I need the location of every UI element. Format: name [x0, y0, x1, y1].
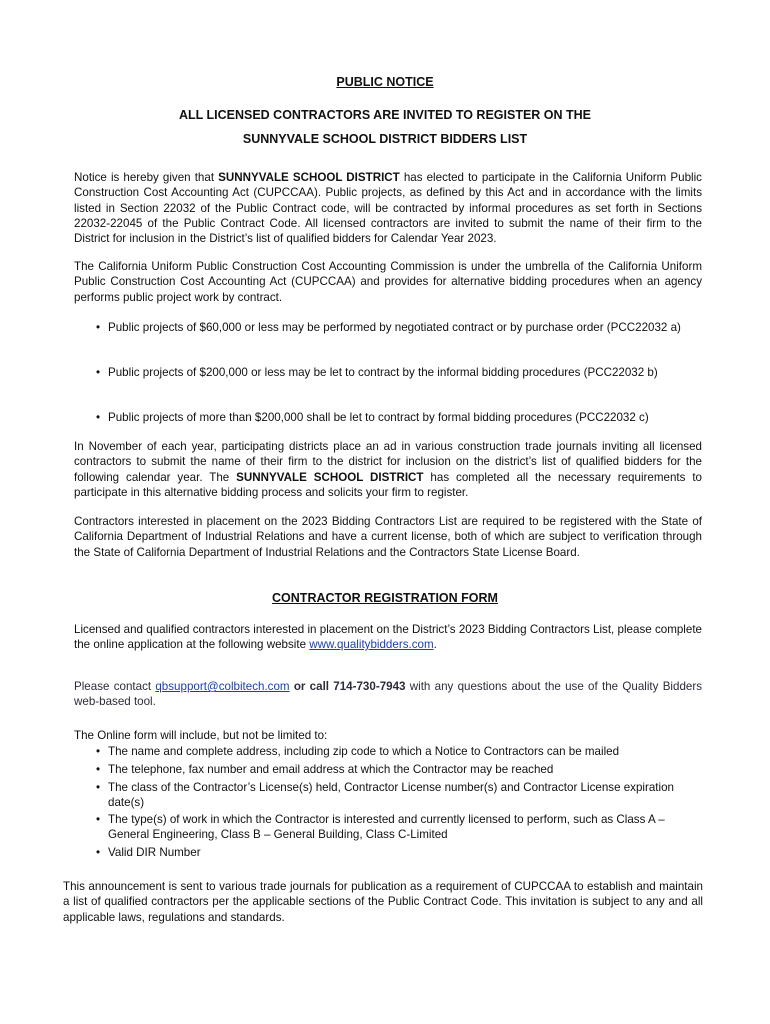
list-item-text: The class of the Contractor’s License(s) held, Contractor License number(s) and Contractor License expiration date(s): [108, 781, 675, 809]
headline-line-2: SUNNYVALE SCHOOL DISTRICT BIDDERS LIST: [242, 132, 528, 146]
november-paragraph: [74, 439, 702, 500]
online-application-paragraph: [74, 622, 702, 653]
bullet-icon: •: [96, 411, 101, 424]
list-item-text: The type(s) of work in which the Contractor is interested and currently licensed to perform, such as Class A – General Engineering, Class B – General Building, Class C-Limited: [108, 813, 665, 841]
support-email-link[interactable]: qbsupport@colbitech.com: [155, 680, 290, 693]
district-name: SUNNYVALE SCHOOL DISTRICT: [236, 470, 424, 484]
november-text-before: In November of each year, participating districts place an ad in various construction trade journals inviting all licensed contractors to submit the name of their firm to the district for inclusion on the district’s list of qualified bidders for the following calendar year. The: [74, 440, 702, 484]
form-title: CONTRACTOR REGISTRATION FORM: [272, 591, 498, 605]
bullet-icon: •: [96, 366, 101, 379]
november-text-after: has completed all the necessary requirements to participate in this alternative bidding process and solicits your firm to register.: [74, 470, 702, 499]
application-text-after: .: [433, 638, 437, 652]
commission-paragraph: The California Uniform Public Construction Cost Accounting Commission is under the umbrella of the California Uniform Public Construction Cost Accounting Act (CUPCCAA) and provides for alternative bidding procedures when an agency performs public project work by contract.: [74, 260, 702, 304]
list-item: [96, 846, 696, 861]
closing-paragraph: This announcement is sent to various trade journals for publication as a requirement of CUPCCAA to establish and maintain a list of qualified contractors per the applicable sections of the Public Contract Code. This invitation is subject to any and all applicable laws, regulations and standards.: [63, 880, 703, 924]
bullet-icon: •: [96, 763, 101, 776]
bullet-icon: •: [96, 813, 101, 826]
application-text-before: Licensed and qualified contractors interested in placement on the District’s 2023 Bidding Contractors List, please complete the online application at the following website: [74, 623, 702, 652]
list-item: [96, 763, 696, 778]
bullet-icon: •: [96, 781, 101, 794]
headline-line-1: ALL LICENSED CONTRACTORS ARE INVITED TO REGISTER ON THE: [178, 108, 592, 122]
intro-paragraph: [74, 170, 702, 246]
bullet-icon: •: [96, 745, 101, 758]
list-item: [96, 365, 696, 380]
list-item: [96, 745, 696, 760]
list-item: [96, 813, 696, 842]
list-item-text: Public projects of more than $200,000 shall be let to contract by formal bidding procedures (PCC22032 c): [108, 411, 649, 424]
list-item-text: The telephone, fax number and email address at which the Contractor may be reached: [108, 763, 554, 776]
online-form-intro: The Online form will include, but not be limited to:: [74, 729, 328, 742]
list-item-text: Public projects of $60,000 or less may be performed by negotiated contract or by purchase order (PCC22032 a): [108, 321, 681, 334]
bullet-icon: •: [96, 846, 101, 859]
list-item-text: Valid DIR Number: [108, 846, 201, 859]
list-item-text: The name and complete address, including zip code to which a Notice to Contractors can be mailed: [108, 745, 620, 758]
bullet-icon: •: [96, 321, 101, 334]
intro-text-after: has elected to participate in the California Uniform Public Construction Cost Accounting Act (CUPCCAA). Public projects, as defined by this Act and in accordance with the limits listed in Section 22032 of the Public Contract code, will be contracted by informal procedures as set forth in Sections 22032-22045 of the Public Contract Code. All licensed contractors are invited to submit the name of their firm to the District for inclusion in the District’s list of qualified bidders for Calendar Year 2023.: [74, 171, 702, 246]
list-item: [96, 320, 696, 335]
website-link[interactable]: www.qualitybidders.com: [309, 638, 434, 652]
list-item-text: Public projects of $200,000 or less may be let to contract by the informal bidding procedures (PCC22032 b): [108, 366, 658, 379]
registration-requirement-paragraph: Contractors interested in placement on the 2023 Bidding Contractors List are required to be registered with the State of California Department of Industrial Relations and have a current license, both of which are subject to verification through the State of California Department of Industrial Relations and the Contractors State License Board.: [74, 515, 702, 559]
contact-text-after: with any questions about the use of the Quality Bidders web-based tool.: [74, 680, 703, 709]
district-name: SUNNYVALE SCHOOL DISTRICT: [218, 171, 400, 184]
support-phone: or call 714-730-7943: [289, 680, 406, 693]
list-item: [96, 781, 696, 810]
notice-title: PUBLIC NOTICE: [336, 75, 434, 89]
intro-text-before: Notice is hereby given that: [74, 171, 219, 184]
contact-text-before: Please contact: [74, 680, 156, 693]
list-item: [96, 410, 696, 425]
contact-paragraph: [74, 679, 702, 710]
